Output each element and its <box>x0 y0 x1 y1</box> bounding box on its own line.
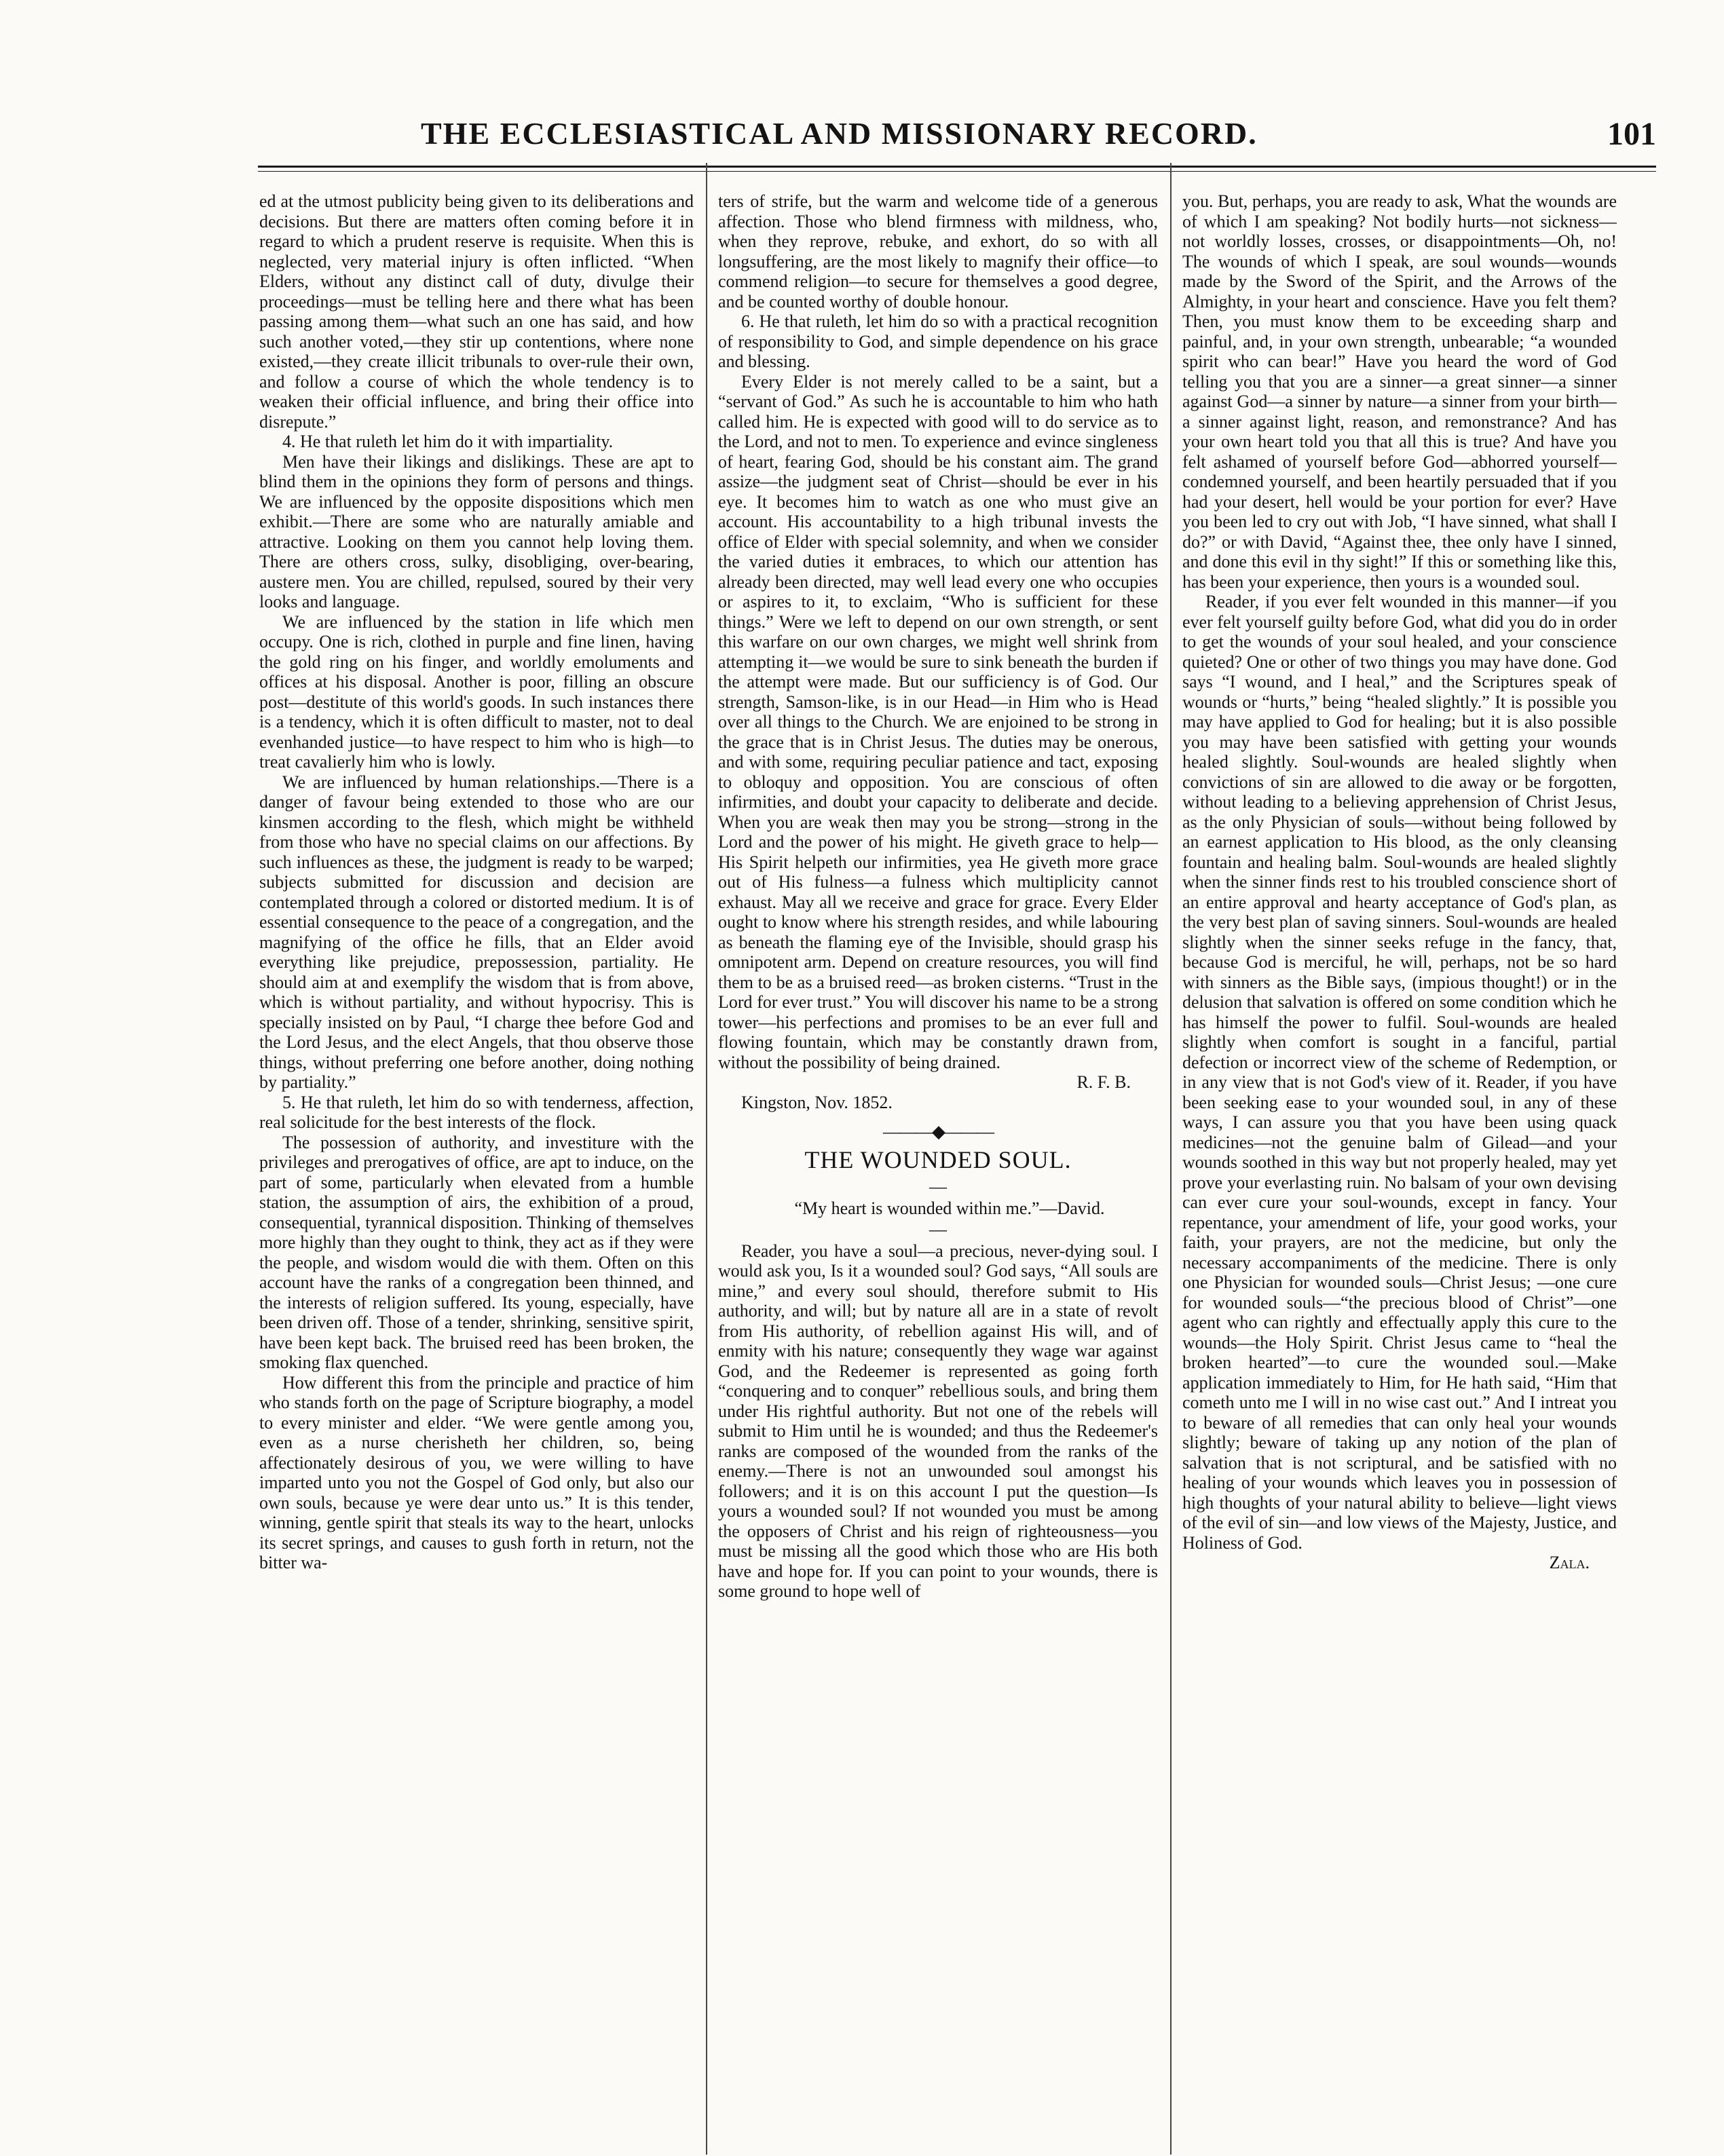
column-middle <box>718 191 1158 2146</box>
page-header <box>380 115 1656 156</box>
signature: R. F. B. <box>1076 1072 1131 1092</box>
author-signature: Zala. <box>1549 1553 1590 1572</box>
header-rule-thick <box>258 166 1656 168</box>
dateline: Kingston, Nov. 1852. <box>741 1092 893 1112</box>
column-divider-left <box>706 163 707 2155</box>
section-ornament: ———◆——— <box>883 1122 993 1141</box>
page-number: 101 <box>1607 116 1656 152</box>
paragraph: 5. He that ruleth, let him do so with tenderness, affection, real solicitude for the best interests of the flock. <box>259 1092 694 1132</box>
paragraph: Men have their likings and dislikings. These are apt to blind them in the opinions they form of persons and things. We are influenced by the opposite dispositions which men exhibit.—There are some who are naturally amiable and attractive. Looking on them you cannot help loving them. There are others cross, sulky, disobliging, over-bearing, austere men. You are chilled, repulsed, soured by their very looks and language. <box>259 451 694 611</box>
title-dash: — <box>929 1177 947 1196</box>
paragraph: Reader, you have a soul—a precious, never-dying soul. I would ask you, Is it a wounded soul? God says, “All souls are mine,” and every soul should, therefore submit to His authority, and will; but by nature all are in a state of revolt from His authority, of rebellion against His will, and of enmity with his nature; consequently they wage war against God, and the Redeemer is represented as going forth “conquering and to conquer” rebellious souls, and bring them under His rightful authority. But not one of the rebels will submit to Him until he is wounded; and thus the Redeemer's ranks are composed of the wounded from the ranks of the enemy.—There is not an unwounded soul amongst his followers; and it is on this account I put the question—Is yours a wounded soul? If not wounded you must be among the opposers of Christ and his reign of righteousness—you must be missing all the good which those who are His both have and hope for. If you can point to your wounds, there is some ground to hope well of <box>718 1241 1158 1601</box>
paragraph: We are influenced by human relationships.—There is a danger of favour being extended to those who are our kinsmen according to the flesh, which might be withheld from those who have no special claims on our affections. By such influences as these, the judgment is ready to be warped; subjects submitted for discussion and decision are contemplated through a colored or distorted medium. It is of essential consequence to the peace of a congregation, and the magnifying of the office he fills, that an Elder avoid everything like prejudice, prepossession, partiality. He should aim at and exemplify the wisdom that is from above, which is without partiality, and without hypocrisy. This is specially insisted on by Paul, “I charge thee before God and the Lord Jesus, and the elect Angels, that thou observe those things, without preferring one before another, doing nothing by partiality.” <box>259 772 694 1092</box>
epigraph: “My heart is wounded within me.”—David. <box>794 1198 1105 1218</box>
paragraph: Every Elder is not merely called to be a saint, but a “servant of God.” As such he is accountable to him who hath called him. He is expected with good will to do service as to the Lord, and not to men. To experience and evince singleness of heart, fearing God, should be his constant aim. The grand assize—the judgment seat of Christ—should be ever in his eye. It becomes him to watch as one who must give an account. His accountability to a high tribunal invests the office of Elder with special solemnity, and when we consider the varied duties it embraces, to which our attention has already been directed, may well lead every one who occupies or aspires to it, to exclaim, “Who is sufficient for these things.” Were we left to depend on our own strength, or sent this warfare on our own charges, we might well shrink from attempting it—we would be sure to sink beneath the burden if the attempt were made. But our sufficiency is of God. Our strength, Samson-like, is in our Head—in Him who is Head over all things to the Church. We are enjoined to be strong in the grace that is in Christ Jesus. The duties may be onerous, and with some, requiring peculiar patience and tact, exposing to obloquy and opposition. You are conscious of often infirmities, and doubt your capacity to deliberate and decide. When you are weak then may you be strong—strong in the Lord and the power of his might. He giveth grace to help—His Spirit helpeth our infirmities, yea He giveth more grace out of His fulness—a fulness which multiplicity cannot exhaust. May all we receive and grace for grace. Every Elder ought to know where his strength resides, and while labouring as beneath the flaming eye of the Invisible, should grasp his omnipotent arm. Depend on creature resources, you will find them to be as a bruised reed—as broken cisterns. “Trust in the Lord for ever trust.” You will discover his name to be a strong tower—his perfections and promises to be an ever full and flowing fountain, which may be constantly drawn from, without the possibility of being drained. <box>718 371 1158 1072</box>
paragraph: 6. He that ruleth, let him do so with a practical recognition of responsibility to God, and simple dependence on his grace and blessing. <box>718 311 1158 371</box>
article-title: THE WOUNDED SOUL. <box>804 1146 1072 1173</box>
header-rule-thin <box>258 171 1656 172</box>
paragraph: ed at the utmost publicity being given to its deliberations and decisions. But there are matters often coming before it in regard to which a prudent reserve is requisite. When this is neglected, very material injury is often inflicted. “When Elders, without any distinct call of duty, divulge their proceedings—must be telling here and there what has been passing among them—what such an one has said, and how such another voted,—they stir up contentions, where none existed,—they create illicit tribunals to over-rule their own, and follow a course of which the whole tendency is to weaken their official influence, and bring their office into disrepute.” <box>259 191 694 432</box>
paragraph: ters of strife, but the warm and welcome tide of a generous affection. Those who blend firmness with mildness, who, when they reprove, rebuke, and exhort, do so with all longsuffering, are the most likely to magnify their office—to commend religion—to secure for themselves a good degree, and be counted worthy of double honour. <box>718 191 1158 311</box>
paragraph: We are influenced by the station in life which men occupy. One is rich, clothed in purple and fine linen, having the gold ring on his finger, and worldly emoluments and offices at his disposal. Another is poor, filling an obscure post—destitute of this world's goods. In such instances there is a tendency, which it is often difficult to master, not to deal evenhanded justice—to have respect to him who is high—to treat cavalierly him who is lowly. <box>259 611 694 772</box>
paragraph: How different this from the principle and practice of him who stands forth on the page of Scripture biography, a model to every minister and elder. “We were gentle among you, even as a nurse cherisheth her children, so, being affectionately desirous of you, we were willing to have imparted unto you not the Gospel of God only, but also our own souls, because ye were dear unto us.” It is this tender, winning, gentle spirit that steals its way to the heart, unlocks its secret springs, and causes to gush forth in return, not the bitter wa- <box>259 1372 694 1572</box>
epigraph-dash: — <box>929 1219 947 1239</box>
column-divider-right <box>1170 163 1172 2155</box>
paragraph: 4. He that ruleth let him do it with impartiality. <box>282 432 614 451</box>
paragraph: you. But, perhaps, you are ready to ask, What the wounds are of which I am speaking? Not bodily hurts—not sickness—not worldly losses, crosses, or disappointments—Oh, no! The wounds of which I speak, are soul wounds—wounds made by the Sword of the Spirit, and the Arrows of the Almighty, in your heart and conscience. Have you felt them? Then, you must know them to be exceeding sharp and painful, and, in your own strength, unbearable; “a wounded spirit who can bear!” Have you heard the word of God telling you that you are a sinner—a great sinner—a sinner against God—a sinner by nature—a sinner from your birth—a sinner against light, reason, and remonstrance? And has your own heart told you that all this is true? And have you felt ashamed of yourself before God—abhorred yourself—condemned yourself, and been heartily persuaded that if you had your desert, hell would be your portion for ever? Have you been led to cry out with Job, “I have sinned, what shall I do?” or with David, “Against thee, thee only have I sinned, and done this evil in thy sight!” If this or something like this, has been your experience, then yours is a wounded soul. <box>1182 191 1617 592</box>
column-left <box>259 191 694 2146</box>
running-title: THE ECCLESIASTICAL AND MISSIONARY RECORD. <box>421 116 1258 151</box>
paragraph: The possession of authority, and investiture with the privileges and prerogatives of office, are apt to induce, on the part of some, particularly when elevated from a humble station, the assumption of airs, the exhibition of a proud, consequential, tyrannical disposition. Thinking of themselves more highly than they ought to think, they act as if they were the people, and wisdom would die with them. Often on this account have the ranks of a congregation been thinned, and the interests of religion suffered. Its young, especially, have been driven off. Those of a tender, shrinking, sensitive spirit, have been kept back. The bruised reed has been broken, the smoking flax quenched. <box>259 1132 694 1372</box>
column-right <box>1182 191 1617 2146</box>
paragraph: Reader, if you ever felt wounded in this manner—if you ever felt yourself guilty before God, what did you do in order to get the wounds of your soul healed, and your conscience quieted? One or other of two things you may have done. God says “I wound, and I heal,” and the Scriptures speak of wounds or “hurts,” being “healed slightly.” It is possible you may have applied to God for healing; but it is also possible you may have been satisfied with getting your wounds healed slightly. Soul-wounds are healed slightly when convictions of sin are allowed to die away or be forgotten, without leading to a believing apprehension of Christ Jesus, as the only Physician of souls—without being followed by an earnest application to His blood, as the only cleansing fountain and healing balm. Soul-wounds are healed slightly when the sinner finds rest to his troubled conscience short of an entire approval and hearty acceptance of God's plan, as the very best plan of saving sinners. Soul-wounds are healed slightly when the sinner seeks refuge in the fancy, that, because God is merciful, he will, perhaps, not be so hard with sinners as the Bible says, (impious thought!) or in the delusion that salvation is offered on some condition which he has himself the power to fulfil. Soul-wounds are healed slightly when comfort is sought in a fanciful, partial defection or incorrect view of the scheme of Redemption, or in any view that is not God's view of it. Reader, if you have been seeking ease to your wounded soul, in any of these ways, I can assure you that you have been using quack medicines—not the genuine balm of Gilead—and your wounds soothed in this way but not properly healed, may yet prove your everlasting ruin. No balsam of your own devising can ever cure your soul-wounds, except in fancy. Your repentance, your amendment of life, your good works, your faith, your prayers, are not the medicine, but only the necessary accompaniments of the medicine. There is only one Physician for wounded souls—Christ Jesus; —one cure for wounded souls—“the precious blood of Christ”—one agent who can rightly and effectually apply this cure to the wounds—the Holy Spirit. Christ Jesus came to “heal the broken hearted”—to cure the wounded soul.—Make application immediately to Him, for He hath said, “Him that cometh unto me I will in no wise cast out.” And I intreat you to beware of all remedies that can only heal your wounds slightly; beware of taking up any notion of the plan of salvation that is not scriptural, and be satisfied with no healing of your wounds which leaves you in possession of high thoughts of your natural ability to believe—light views of the evil of sin—and low views of the Majesty, Justice, and Holiness of God. <box>1182 592 1617 1553</box>
